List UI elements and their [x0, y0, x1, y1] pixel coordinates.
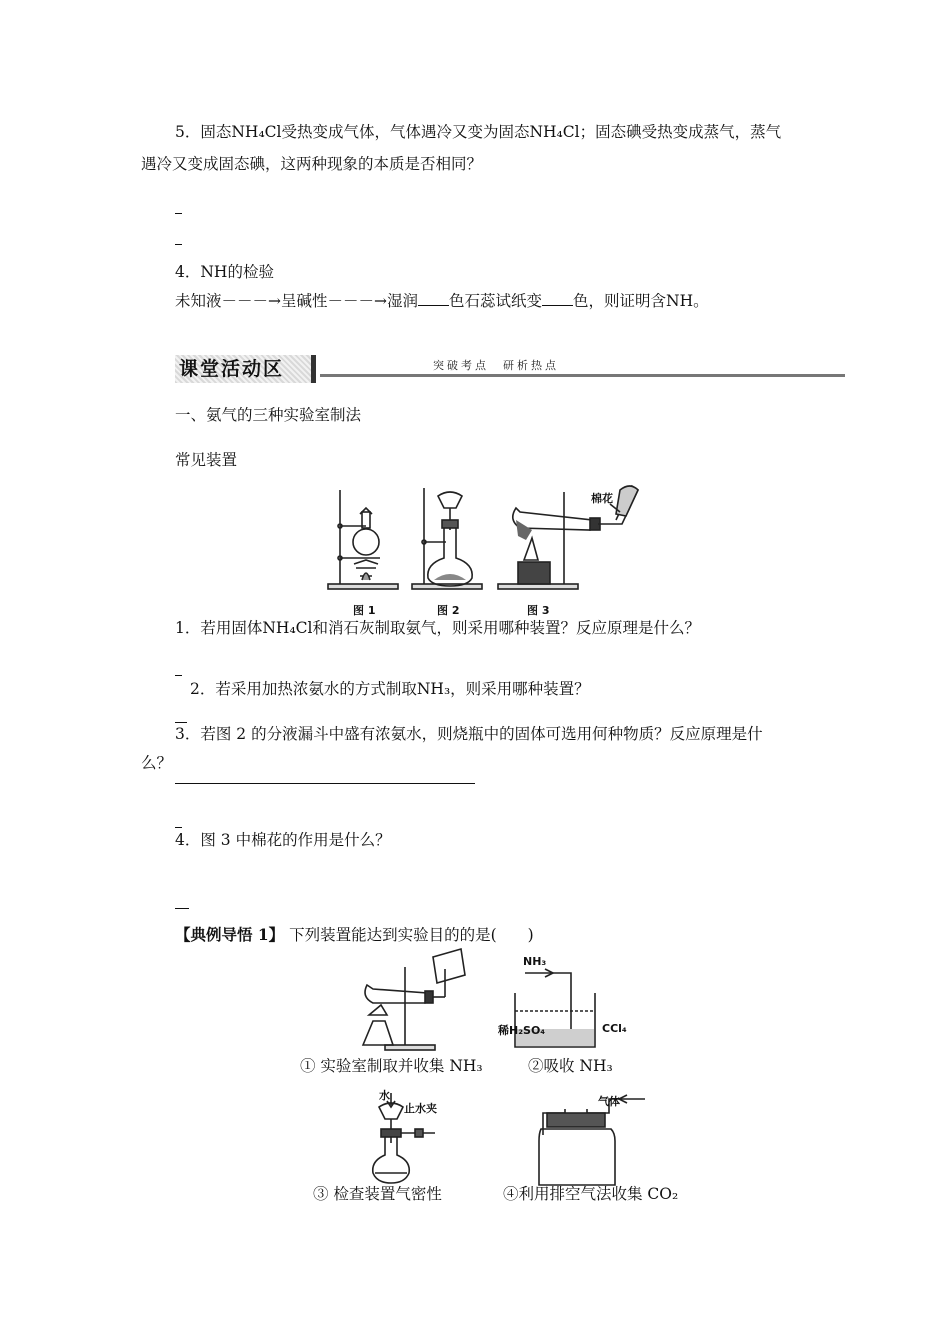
figure-1-caption: 图 1: [353, 604, 376, 617]
answer-dash: [175, 722, 187, 723]
ccl4-label: CCl₄: [602, 1022, 627, 1035]
example-question: [175, 925, 534, 945]
nh4-test-heading: 4．NH的检验: [175, 263, 274, 281]
nh4-test-part-a: 未知液－－－→呈碱性－－－→湿润: [175, 292, 418, 310]
example-caption-3: ③ 检查装置气密性: [313, 1185, 442, 1203]
answer-dash: [175, 908, 189, 909]
clamp-label: 止水夹: [404, 1102, 437, 1115]
q5-line1: 5．固态NH₄Cl受热变成气体，气体遇冷又变为固态NH₄Cl；固态碘受热变成蒸气，蒸气: [175, 123, 782, 141]
example-caption-4: ④利用排空气法收集 CO₂: [503, 1185, 679, 1203]
example-text: 下列装置能达到实验目的的是( ): [289, 926, 534, 944]
nh4-test-line: [175, 291, 709, 311]
gas-label: 气体: [598, 1095, 620, 1108]
fill-blank[interactable]: [418, 291, 449, 306]
section-heading: 一、氨气的三种实验室制法: [175, 406, 362, 424]
water-label: 水: [379, 1089, 390, 1102]
example-caption-2: ②吸收 NH₃: [528, 1057, 613, 1075]
question-3-line1: 3．若图 2 的分液漏斗中盛有浓氨水，则烧瓶中的固体可选用何种物质？反应原理是什: [175, 725, 763, 743]
example-prefix: 【典例导悟 1】: [175, 925, 285, 944]
figure-3-caption: 图 3: [527, 604, 550, 617]
banner-line: [320, 374, 845, 377]
section-banner: [175, 353, 845, 385]
question-3-line2: 么？: [141, 754, 173, 772]
section-subheading: 常见装置: [175, 451, 238, 469]
nh3-label: NH₃: [523, 955, 547, 968]
question-1: 1．若用固体NH₄Cl和消石灰制取氨气，则采用哪种装置？反应原理是什么？: [175, 619, 700, 637]
answer-dash: [175, 675, 182, 676]
example-caption-1: ① 实验室制取并收集 NH₃: [300, 1057, 483, 1075]
example-apparatus-top: [355, 955, 665, 1055]
question-2: 2．若采用加热浓氨水的方式制取NH₃，则采用哪种装置？: [190, 680, 590, 698]
banner-divider: [311, 355, 316, 383]
banner-subtitle: 突破考点 研析热点: [433, 359, 559, 372]
answer-dash: [175, 827, 182, 828]
q5-line2: 遇冷又变成固态碘，这两种现象的本质是否相同？: [141, 155, 483, 173]
answer-dash: [175, 244, 182, 245]
nh4-test-part-b: 色石蕊试纸变: [448, 292, 542, 310]
answer-line[interactable]: [175, 783, 475, 784]
banner-title: 课堂活动区: [175, 355, 314, 383]
answer-dash: [175, 213, 182, 214]
h2so4-label: 稀H₂SO₄: [498, 1024, 546, 1037]
nh4-test-part-c: 色，则证明含NH。: [573, 292, 709, 310]
question-4: 4．图 3 中棉花的作用是什么？: [175, 831, 391, 849]
cotton-label: 棉花: [591, 492, 613, 505]
figure-2-caption: 图 2: [437, 604, 460, 617]
fill-blank[interactable]: [542, 291, 573, 306]
